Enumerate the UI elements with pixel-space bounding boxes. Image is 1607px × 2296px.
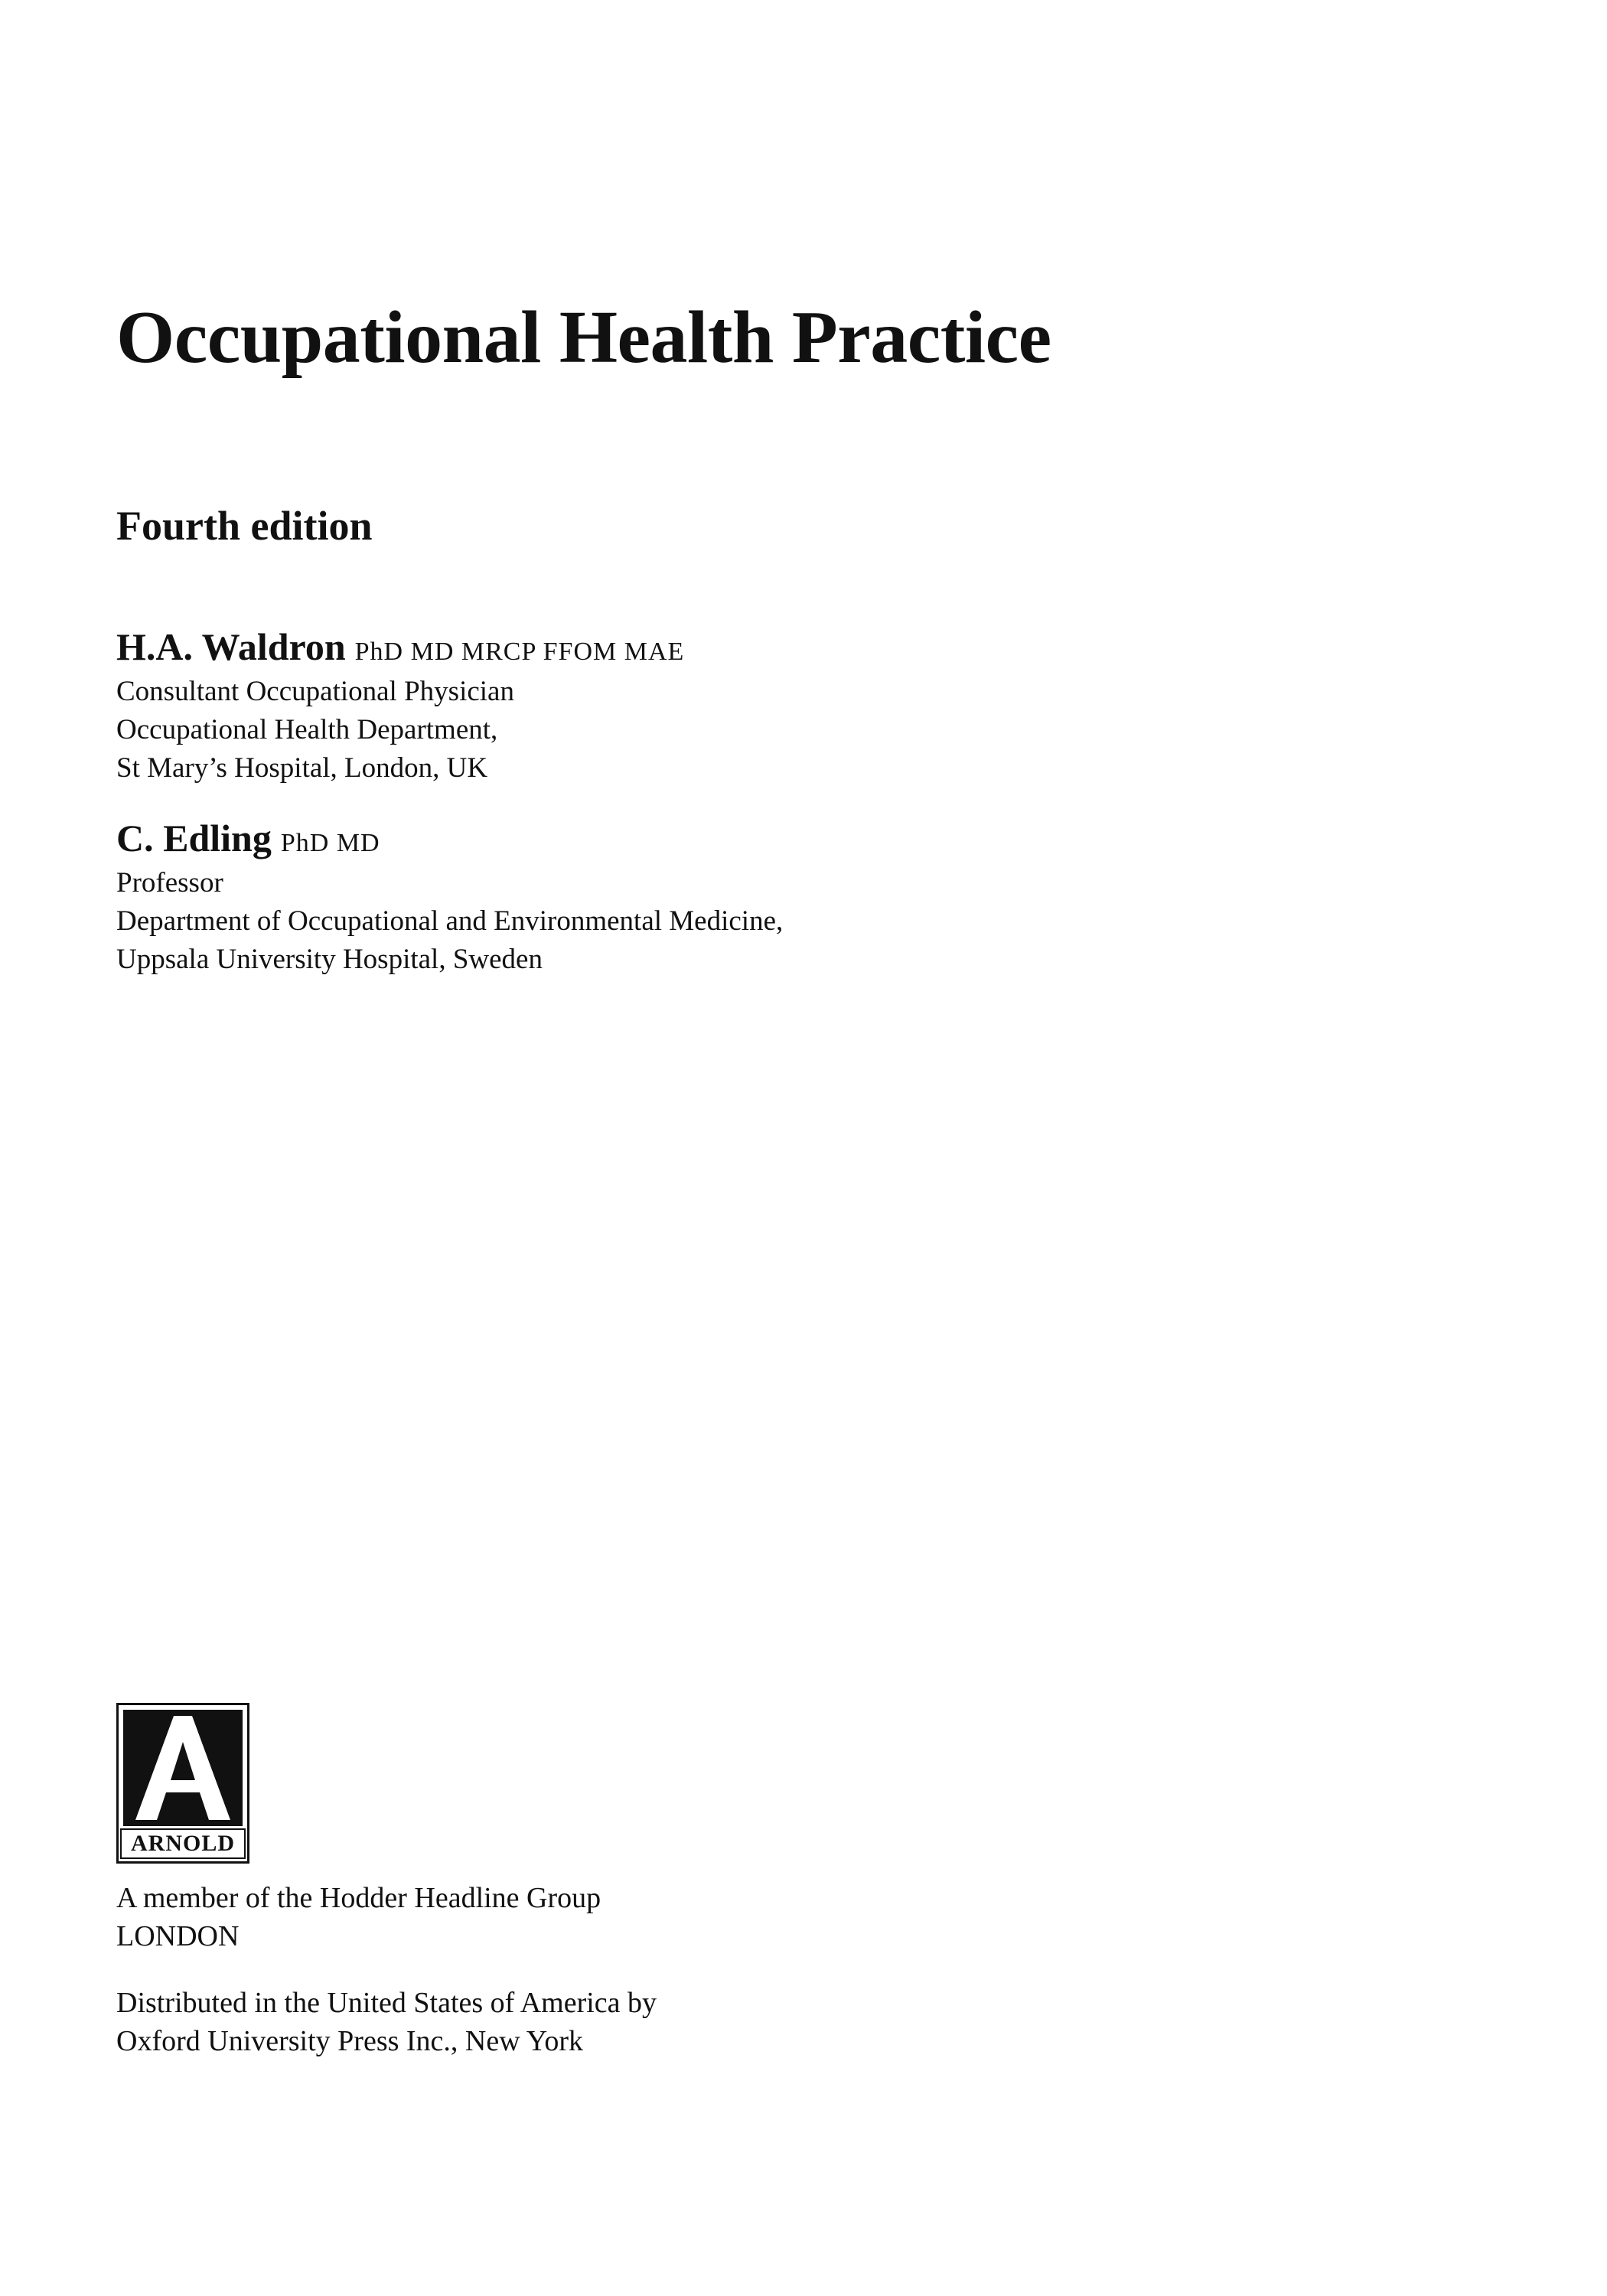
author-block-waldron <box>116 625 685 788</box>
affiliation-line: Department of Occupational and Environmental Medicine, <box>116 905 784 937</box>
author-affiliation <box>116 673 684 788</box>
distribution-line: Distributed in the United States of America by <box>116 1987 657 2019</box>
logo-mark <box>123 1710 243 1826</box>
affiliation-line: Uppsala University Hospital, Sweden <box>116 944 543 975</box>
author-heading <box>116 819 783 858</box>
author-block-edling <box>116 819 783 979</box>
author-qualifications: PhD MD <box>280 829 380 857</box>
author-heading <box>116 625 685 668</box>
letter-a-icon <box>123 1710 243 1826</box>
author-name: C. Edling <box>116 817 272 859</box>
distribution-info <box>116 1984 657 2060</box>
affiliation-line: St Mary’s Hospital, London, UK <box>116 752 488 784</box>
edition-label: Fourth edition <box>116 503 373 549</box>
distribution-line: Oxford University Press Inc., New York <box>116 2025 584 2057</box>
author-affiliation <box>116 864 783 979</box>
publisher-info <box>116 1879 601 1955</box>
logo-wordmark: ARNOLD <box>120 1828 246 1859</box>
author-qualifications: PhD MD MRCP FFOM MAE <box>354 638 685 666</box>
arnold-logo <box>116 1703 249 1864</box>
affiliation-line: Occupational Health Department, <box>116 714 498 745</box>
affiliation-line: Consultant Occupational Physician <box>116 676 514 707</box>
publisher-line: A member of the Hodder Headline Group <box>116 1882 601 1914</box>
book-title: Occupational Health Practice <box>116 296 1051 379</box>
author-name: H.A. Waldron <box>116 625 346 668</box>
affiliation-line: Professor <box>116 867 223 899</box>
publisher-line: LONDON <box>116 1920 240 1952</box>
